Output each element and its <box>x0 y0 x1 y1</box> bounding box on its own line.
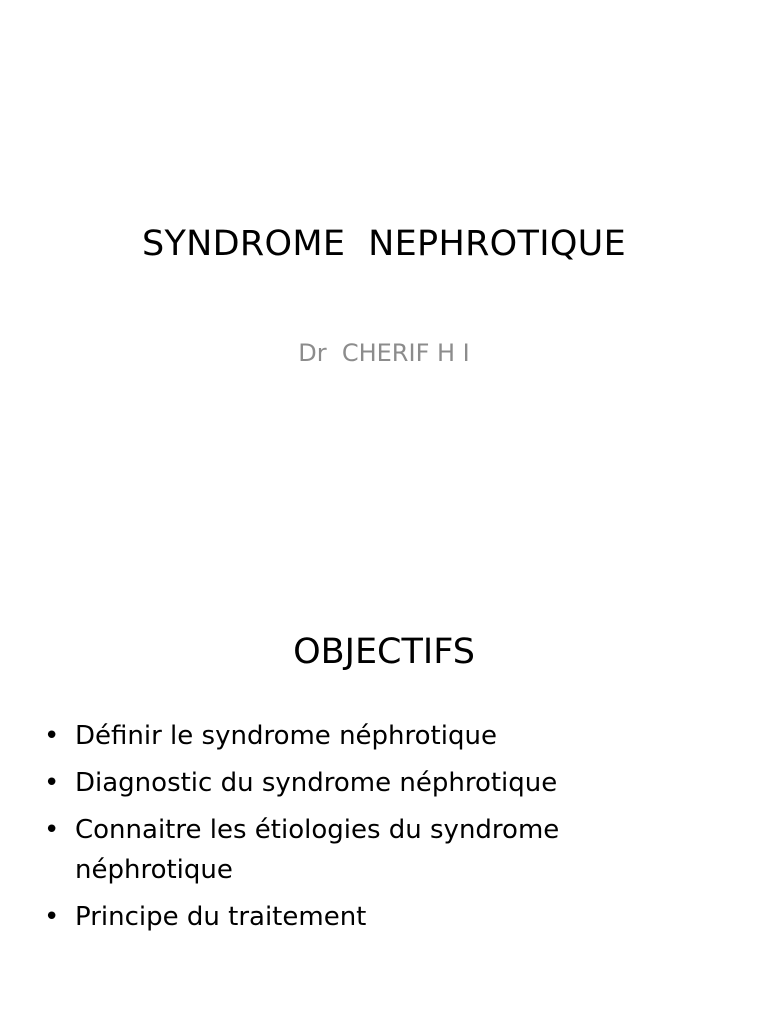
bullet-dot-icon: • <box>44 902 60 932</box>
objective-item <box>44 716 724 756</box>
objective-text: Diagnostic du syndrome néphrotique <box>75 768 558 798</box>
objectives-heading: OBJECTIFS <box>293 632 475 672</box>
objective-item <box>44 763 724 803</box>
bullet-dot-icon: • <box>44 721 60 751</box>
slide-subtitle-author: Dr CHERIF H I <box>298 339 470 367</box>
bullet-dot-icon: • <box>44 815 60 845</box>
objective-text: Définir le syndrome néphrotique <box>75 721 497 751</box>
slide-objectives <box>0 512 768 1024</box>
objective-item <box>44 810 724 890</box>
bullet-dot-icon: • <box>44 768 60 798</box>
objectives-list <box>44 716 724 944</box>
objective-text: Connaitre les étiologies du syndrome néphrotique <box>75 815 560 885</box>
slide-title-text: SYNDROME NEPHROTIQUE <box>141 224 627 264</box>
objective-text: Principe du traitement <box>75 902 367 932</box>
objective-item <box>44 897 724 937</box>
